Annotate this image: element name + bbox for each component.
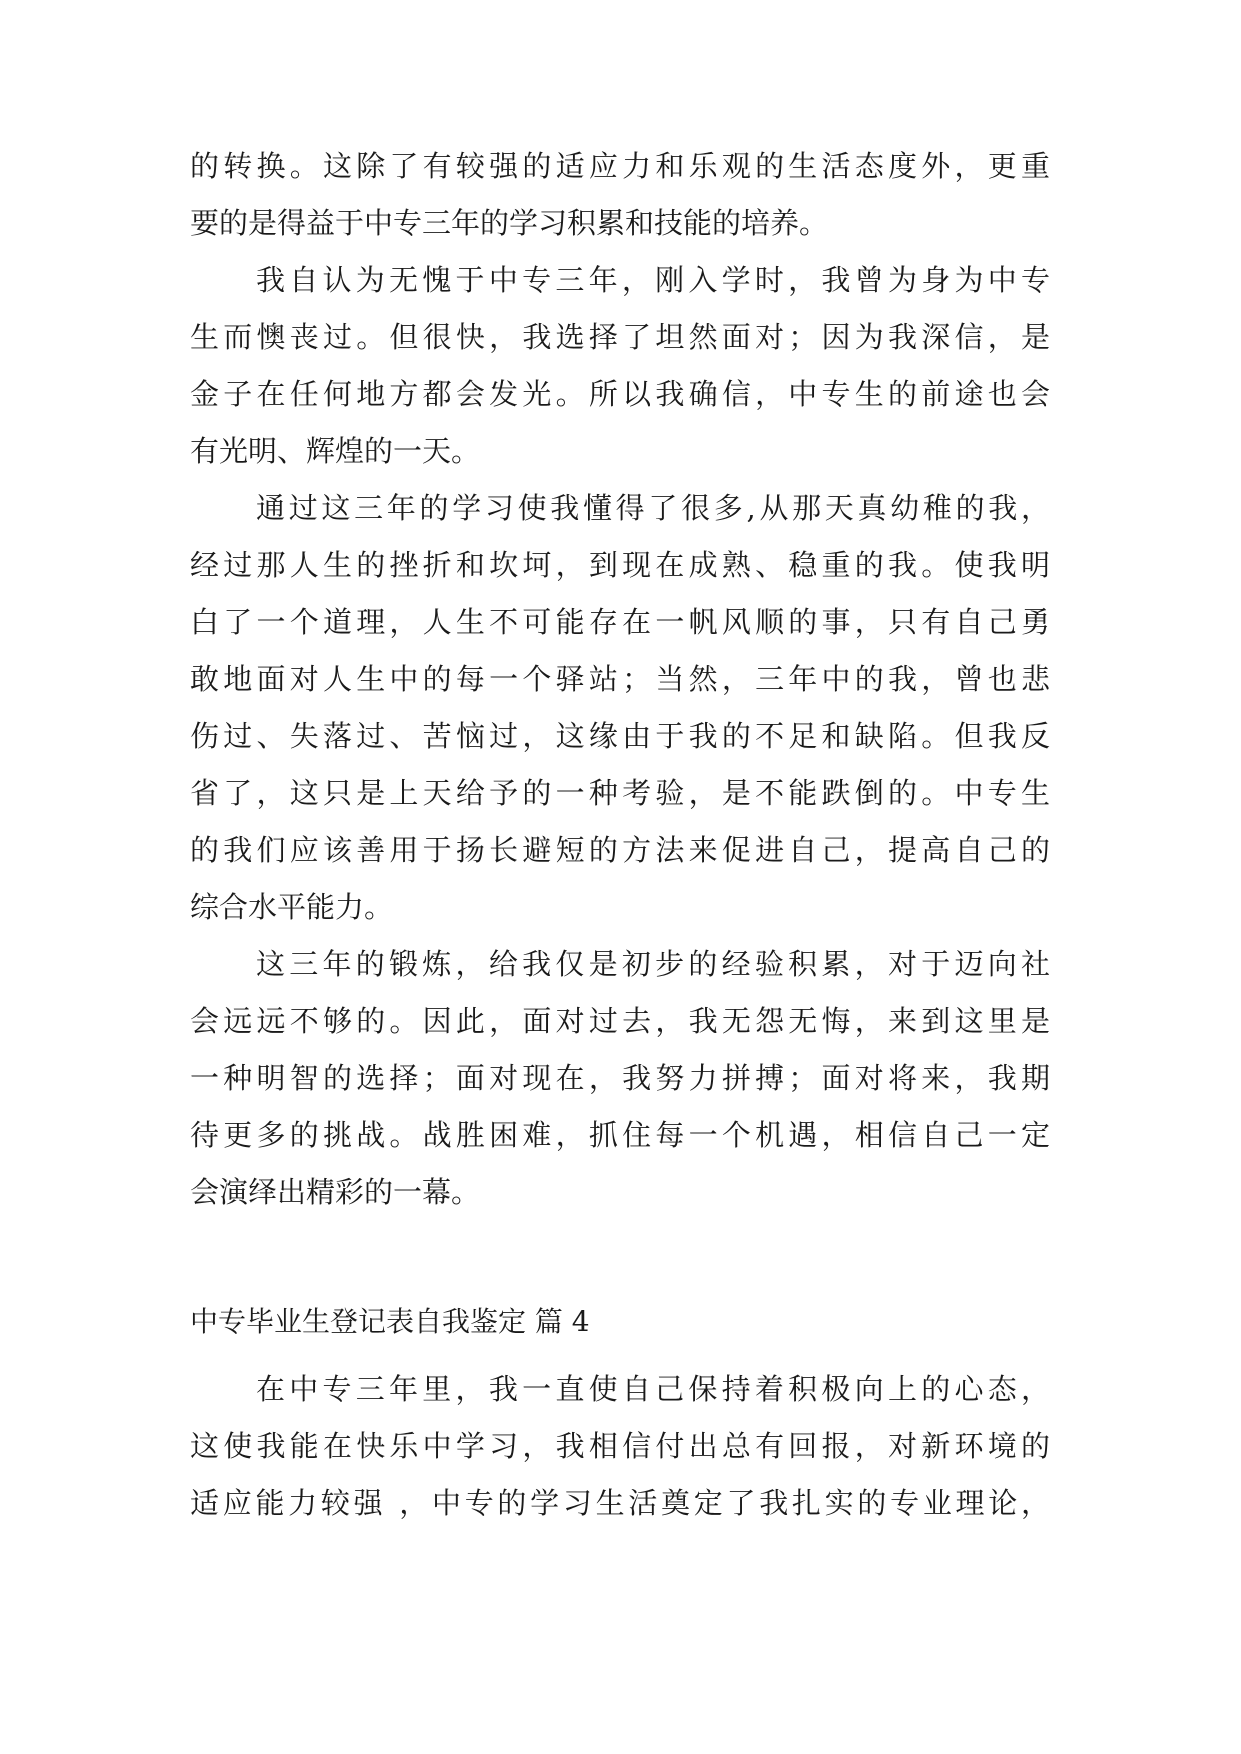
paragraph-3-line-4: 敢地面对人生中的每一个驿站；当然，三年中的我，曾也悲: [190, 662, 1050, 696]
section-paragraph-line-2: 这使我能在快乐中学习，我相信付出总有回报，对新环境的: [190, 1429, 1050, 1463]
paragraph-4-line-4: 待更多的挑战。战胜困难，抓住每一个机遇，相信自己一定: [190, 1118, 1050, 1152]
paragraph-4-line-3: 一种明智的选择；面对现在，我努力拼搏；面对将来，我期: [190, 1061, 1050, 1095]
paragraph-3-line-8: 综合水平能力。: [190, 890, 394, 924]
paragraph-3-line-7: 的我们应该善用于扬长避短的方法来促进自己，提高自己的: [190, 833, 1050, 867]
paragraph-2-line-3: 金子在任何地方都会发光。所以我确信，中专生的前途也会: [190, 377, 1050, 411]
paragraph-4-line-1: 这三年的锻炼，给我仅是初步的经验积累，对于迈向社: [256, 947, 1050, 981]
paragraph-2-line-4: 有光明、辉煌的一天。: [190, 434, 481, 468]
paragraph-3-line-2: 经过那人生的挫折和坎坷，到现在成熟、稳重的我。使我明: [190, 548, 1050, 582]
paragraph-2-line-2: 生而懊丧过。但很快，我选择了坦然面对；因为我深信，是: [190, 320, 1050, 354]
section-heading: 中专毕业生登记表自我鉴定 篇 4: [190, 1305, 590, 1338]
paragraph-4-line-2: 会远远不够的。因此，面对过去，我无怨无悔，来到这里是: [190, 1004, 1050, 1038]
paragraph-3-line-1: 通过这三年的学习使我懂得了很多,从那天真幼稚的我，: [256, 491, 1050, 525]
paragraph-1-line-1: 的转换。这除了有较强的适应力和乐观的生活态度外，更重: [190, 149, 1050, 183]
paragraph-4-line-5: 会演绎出精彩的一幕。: [190, 1175, 481, 1209]
paragraph-3-line-5: 伤过、失落过、苦恼过，这缘由于我的不足和缺陷。但我反: [190, 719, 1050, 753]
paragraph-3-line-3: 白了一个道理，人生不可能存在一帆风顺的事，只有自己勇: [190, 605, 1050, 639]
section-paragraph-line-3: 适应能力较强 ，中专的学习生活奠定了我扎实的专业理论，: [190, 1486, 1050, 1520]
section-paragraph-line-1: 在中专三年里，我一直使自己保持着积极向上的心态，: [256, 1372, 1050, 1406]
paragraph-3-line-6: 省了，这只是上天给予的一种考验，是不能跌倒的。中专生: [190, 776, 1050, 810]
paragraph-2-line-1: 我自认为无愧于中专三年，刚入学时，我曾为身为中专: [256, 263, 1050, 297]
paragraph-1-line-2: 要的是得益于中专三年的学习积累和技能的培养。: [190, 206, 829, 240]
